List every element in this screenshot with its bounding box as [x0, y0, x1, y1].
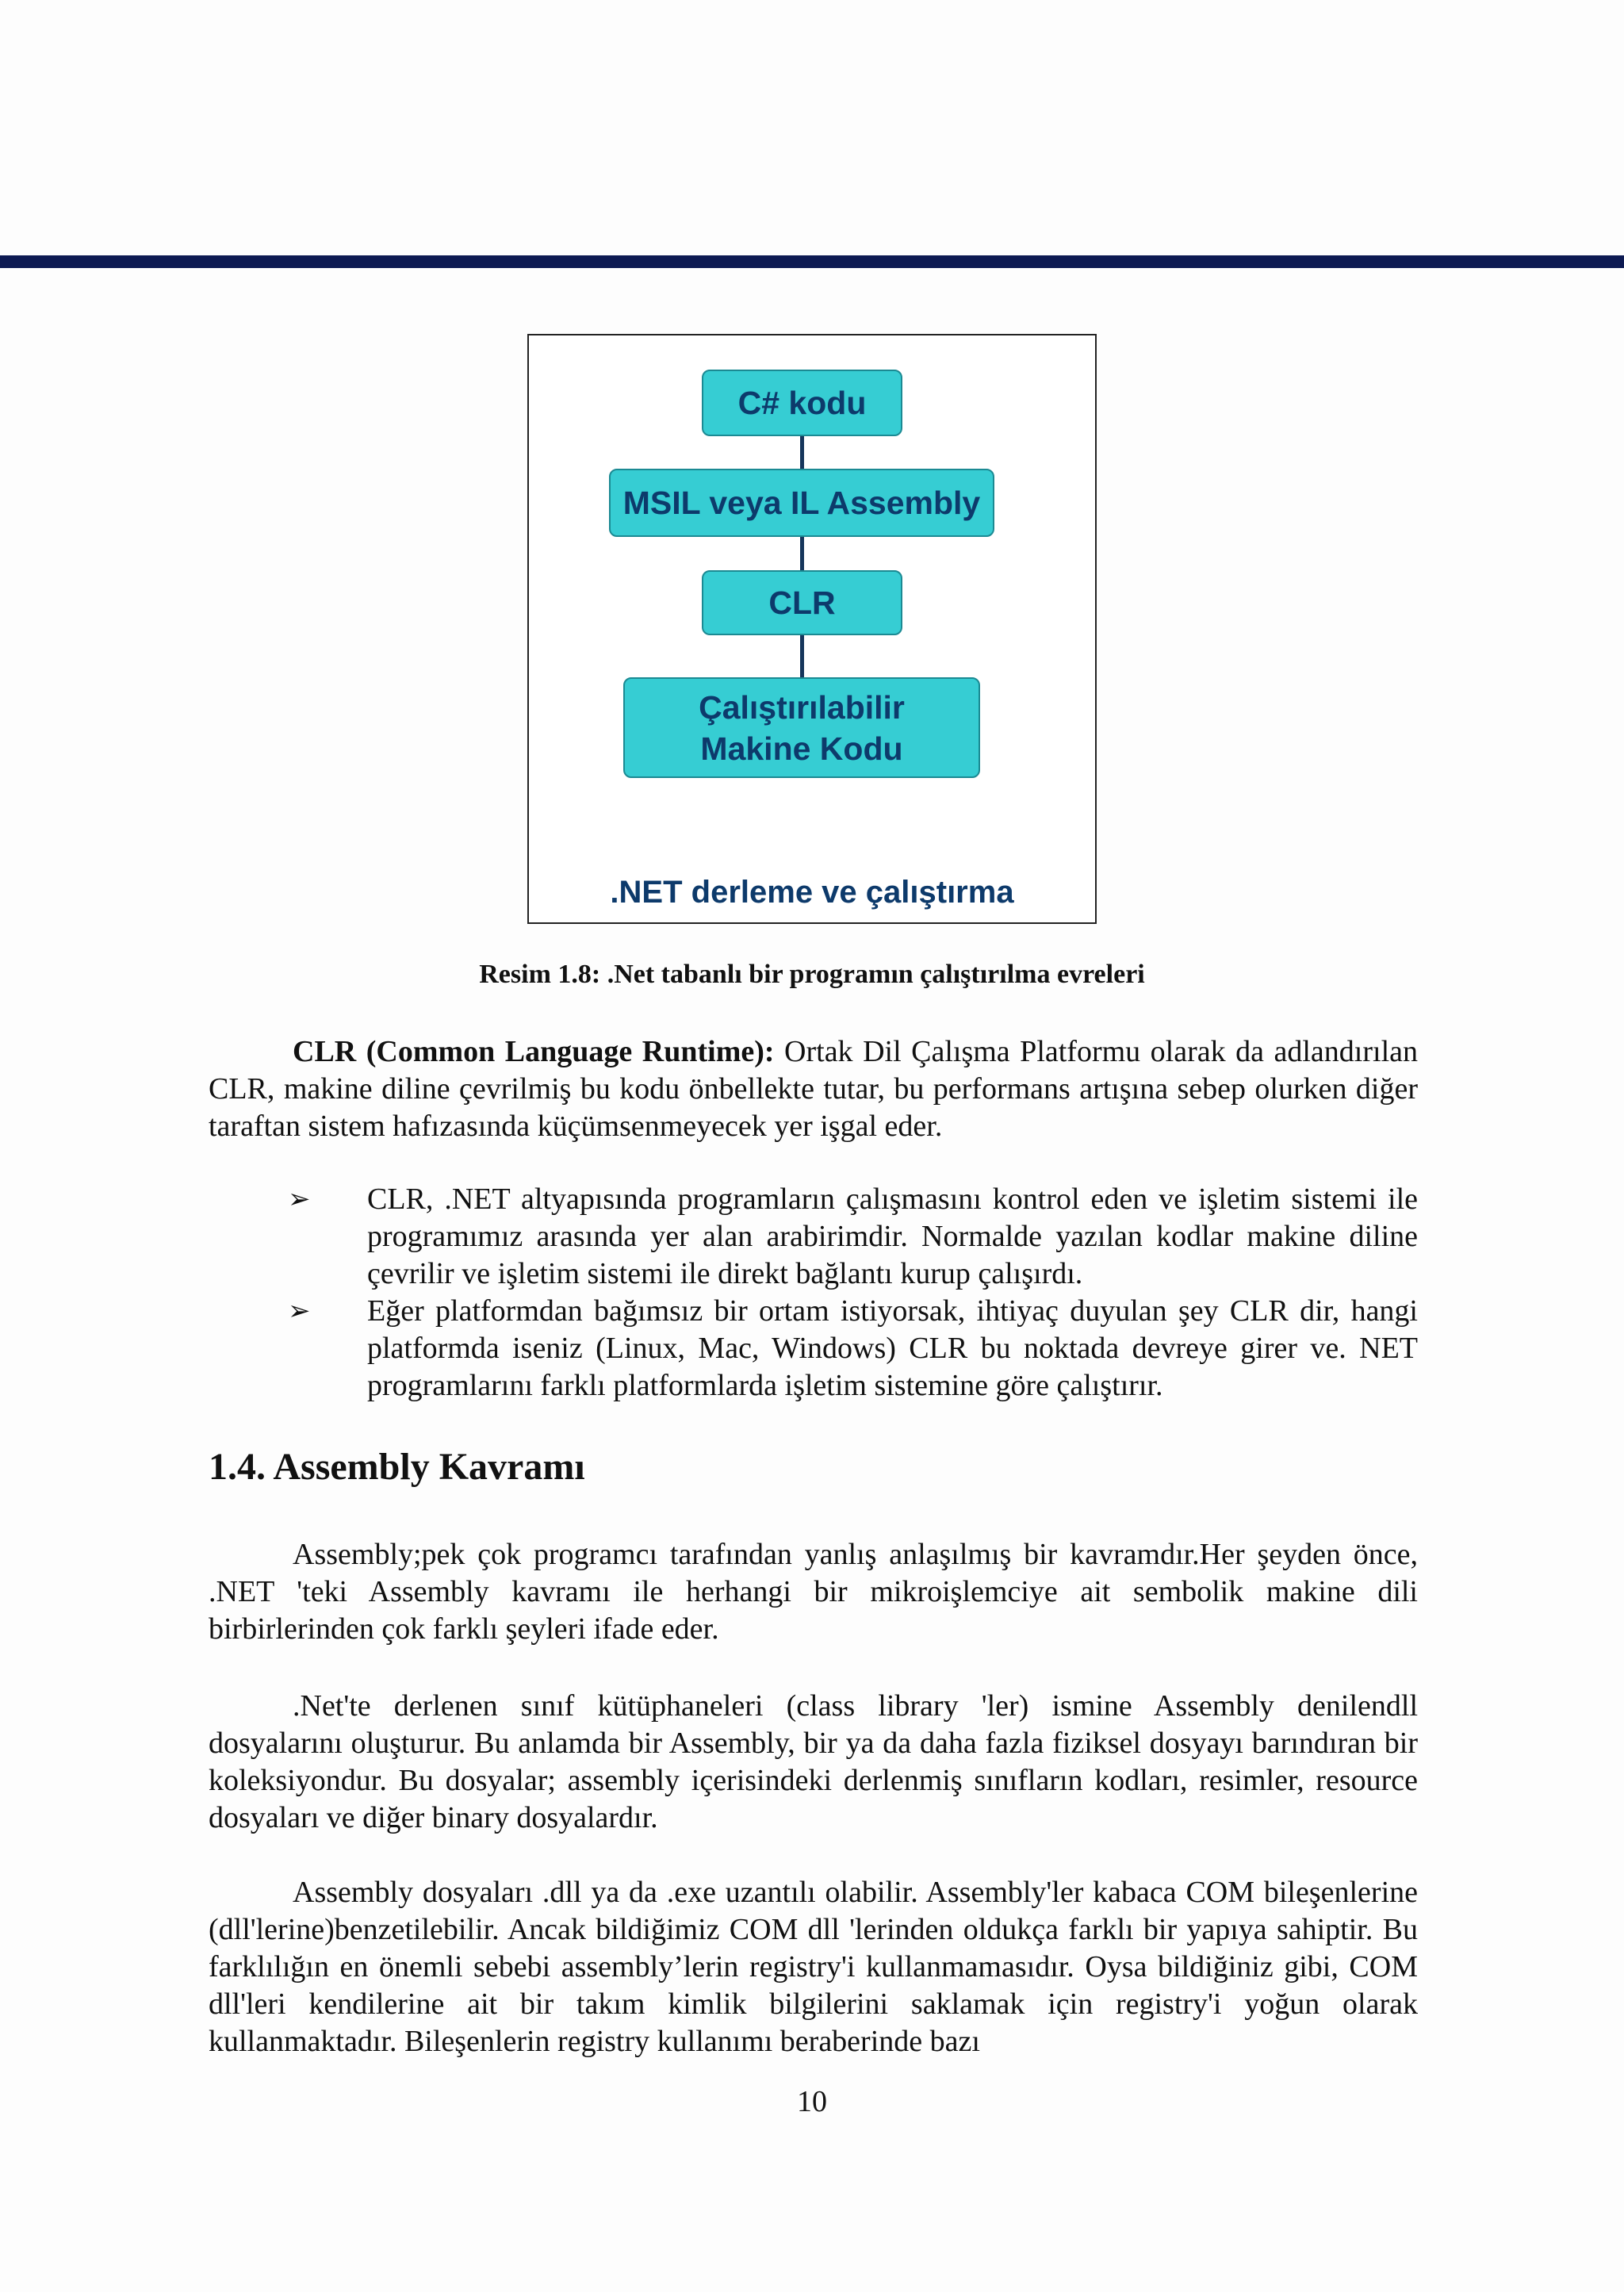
- clr-term: CLR (Common Language Runtime):: [293, 1035, 775, 1068]
- node-clr: CLR: [702, 570, 902, 635]
- bullet-text: CLR, .NET altyapısında programların çalışmasını kontrol eden ve işletim sistemi ile programımız arasında yer alan arabirimdir. Normalde yazılan kodlar makine diline çevrilir ve işletim sistemi ile direkt bağlantı kurup çalışırdı.: [367, 1182, 1418, 1290]
- node-machine-code: Çalıştırılabilir Makine Kodu: [623, 677, 980, 778]
- section-heading: 1.4. Assembly Kavramı: [209, 1446, 585, 1488]
- bullet-list: [209, 1181, 1418, 1405]
- bullet-text: Eğer platformdan bağımsız bir ortam istiyorsak, ihtiyaç duyulan şey CLR dir, hangi platformda iseniz (Linux, Mac, Windows) CLR bu noktada devreye girer ve. NET programlarını farklı platformlarda işletim sistemine göre çalıştırır.: [367, 1294, 1418, 1402]
- list-item: [209, 1293, 1418, 1405]
- body-paragraph: Assembly dosyaları .dll ya da .exe uzantılı olabilir. Assembly'ler kabaca COM bileşenlerine (dll'lerine)benzetilebilir. Ancak bildiğimiz COM dll 'lerinden oldukça farklı bir yapıya sahiptir. Bu farklılığın en önemli sebebi assembly’lerin registry'i kullanmamasıdır. Oysa bildiğiniz gibi, COM dll'leri kendilerine ait bir takım kimlik bilgilerini saklamak için registry'i yoğun olarak kullanmaktadır. Bileşenlerin registry kullanımı beraberinde bazı: [209, 1876, 1418, 2058]
- page-number: 10: [797, 2085, 827, 2118]
- arrowhead-bullet-icon: ➢: [288, 1295, 311, 1327]
- figure-caption: Resim 1.8: .Net tabanlı bir programın çalıştırılma evreleri: [479, 960, 1145, 989]
- connector-2: [800, 537, 804, 570]
- node-csharp-code: C# kodu: [702, 370, 902, 436]
- clr-text: Ortak Dil Çalışma Platformu olarak da adlandırılan CLR, makine diline çevrilmiş bu kodu önbellekte tutar, bu performans artışına sebep olurken diğer taraftan sistem hafızasında küçümsenmeyecek yer işgal eder.: [209, 1035, 1418, 1143]
- body-paragraph: .Net'te derlenen sınıf kütüphaneleri (class library 'ler) ismine Assembly denilendll dosyalarını oluşturur. Bu anlamda bir Assembly, bir ya da daha fazla fiziksel dosyayı barındıran bir koleksiyondur. Bu dosyalar; assembly içerisindeki derlenmiş sınıfların kodları, resimler, resource dosyaları ve diğer binary dosyalardır.: [209, 1689, 1418, 1834]
- header-rule: [0, 255, 1624, 268]
- figure-title: .NET derleme ve çalıştırma: [610, 875, 1014, 910]
- connector-3: [800, 635, 804, 677]
- list-item: [209, 1181, 1418, 1293]
- node-msil: MSIL veya IL Assembly: [609, 469, 994, 537]
- body-paragraph: Assembly;pek çok programcı tarafından yanlış anlaşılmış bir kavramdır.Her şeyden önce, .NET 'teki Assembly kavramı ile herhangi bir mikroişlemciye ait sembolik makine dili birbirlerinden çok farklı şeyleri ifade eder.: [209, 1538, 1418, 1646]
- clr-paragraph: [209, 1033, 1418, 1145]
- connector-1: [800, 436, 804, 469]
- figure-frame: [527, 334, 1097, 924]
- arrowhead-bullet-icon: ➢: [288, 1183, 311, 1215]
